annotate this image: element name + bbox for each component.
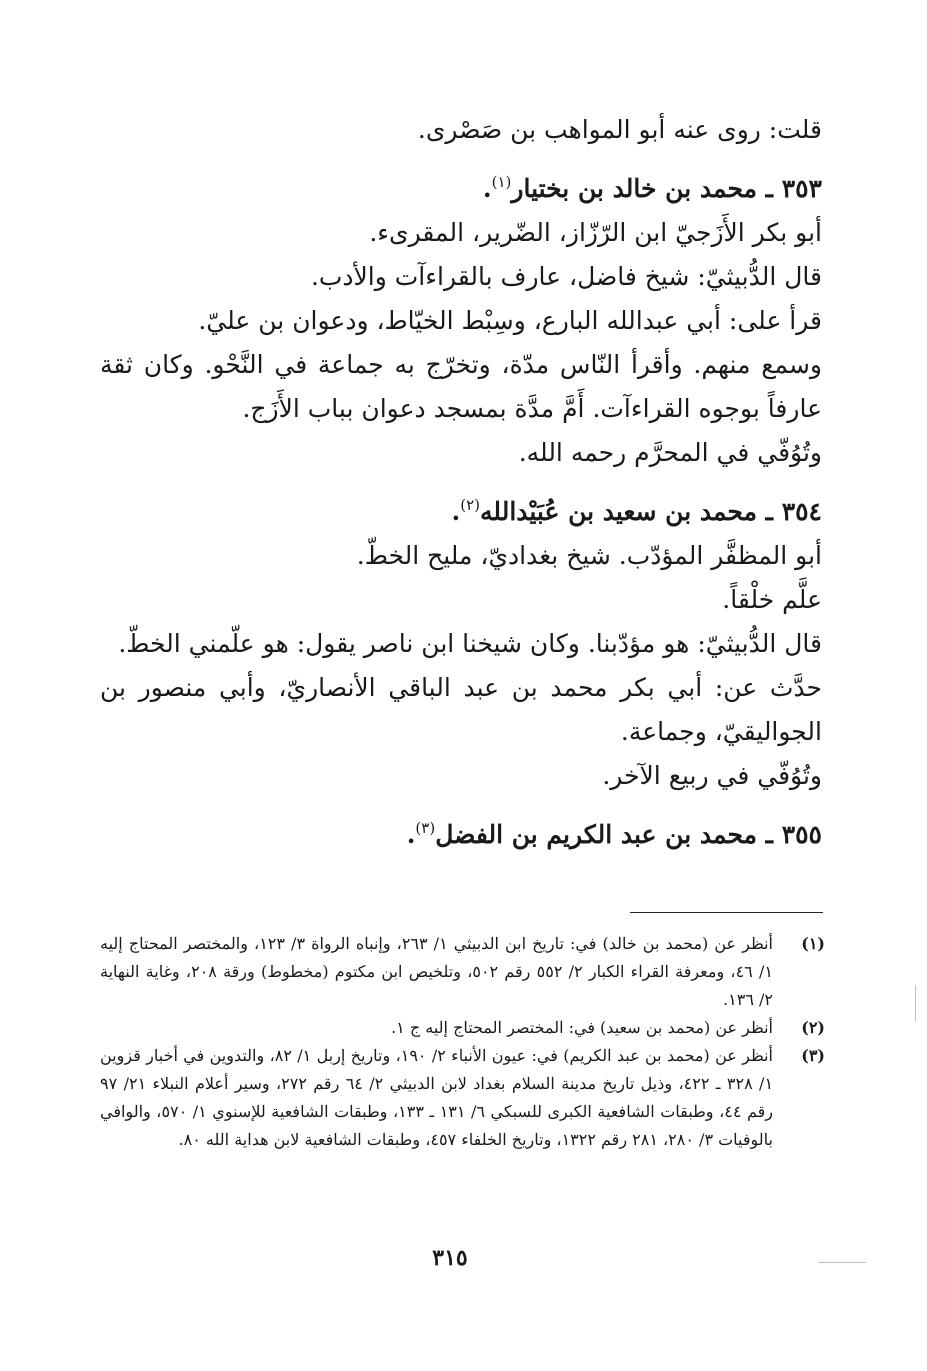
footnote-text: أنظر عن (محمد بن سعيد) في: المختصر المحتاج إليه ج ١. (391, 1018, 773, 1037)
scan-artifact (915, 985, 916, 1021)
entry-heading-354 (100, 483, 822, 534)
text-line: قال الدُّبيثيّ: شيخ فاضل، عارف بالقراءآت والأدب. (310, 262, 822, 291)
footnote-item (100, 930, 825, 1014)
heading-text: ٣٥٤ ـ محمد بن سعيد بن عُبَيْدالله (480, 497, 822, 526)
heading-tail: . (406, 820, 416, 849)
text-line: أبو المظفَّر المؤدّب. شيخ بغداديّ، مليح الخطّ. (356, 541, 822, 570)
footnote-item (100, 1042, 825, 1154)
entry-heading-353 (100, 160, 822, 211)
scan-artifact (818, 1262, 866, 1263)
footnote-text: أنظر عن (محمد بن عبد الكريم) في: عيون الأنباء ٢/ ١٩٠، وتاريخ إربل ١/ ٨٢، والتدوين في أخبار قزوين ١/ ٣٢٨ ـ ٤٢٢، وذيل تاريخ مدينة السلام بغداد لابن الدبيثي ٢/ ٦٤ رقم ٢٧٢، وسير أعلام النبلاء ٢١/ ٩٧ رقم ٤٤، وطبقات الشافعية الكبرى للسبكي ٦/ ١٣١ ـ ١٣٣، وطبقات الشافعية للإسنوي ١/ ٥٧٠، والوافي بالوفيات ٣/ ٢٨٠، ٢٨١ رقم ١٣٢٢، وتاريخ الخلفاء ٤٥٧، وطبقات الشافعية لابن هداية الله ٨٠. (100, 1046, 774, 1149)
footnote-number: (٣) (801, 1046, 825, 1065)
footnote-ref: (٣) (415, 819, 436, 837)
footnote-ref: (٢) (460, 496, 481, 514)
heading-tail: . (451, 497, 461, 526)
footnote-separator (630, 912, 823, 913)
footnote-number: (١) (801, 934, 825, 953)
footnote-text: أنظر عن (محمد بن خالد) في: تاريخ ابن الدبيثي ١/ ٢٦٣، وإنباه الرواة ٣/ ١٢٣، والمختصر المحتاج إليه ١/ ٤٦، ومعرفة القراء الكبار ٢/ ٥٥٢ رقم ٥٠٢، وتلخيص ابن مكتوم (مخطوط) ورقة ٢٠٨، وغاية النهاية ٢/ ١٣٦. (100, 934, 773, 1009)
heading-tail: . (482, 174, 492, 203)
main-text (100, 108, 822, 857)
text-line: وتُوُفّي في المحرَّم رحمه الله. (518, 438, 822, 467)
footnote-item (100, 1014, 825, 1042)
text-line: قلت: روى عنه أبو المواهب بن صَصْرى. (417, 115, 822, 144)
entry-heading-355 (100, 806, 822, 857)
heading-text: ٣٥٣ ـ محمد بن خالد بن بختيار (511, 174, 822, 203)
text-paragraph: وسمع منهم. وأقرأ النّاس مدّة، وتخرّج به جماعة في النَّحْو. وكان ثقة عارفاً بوجوه القراءآت. أَمَّ مدَّة بمسجد دعوان بباب الأَزَج. (100, 350, 822, 423)
heading-text: ٣٥٥ ـ محمد بن عبد الكريم بن الفضل (435, 820, 822, 849)
text-paragraph: قال الدُّبيثيّ: هو مؤدّبنا. وكان شيخنا ابن ناصر يقول: هو علّمني الخطّ. (118, 629, 822, 658)
text-line: وتُوُفّي في ربيع الآخر. (602, 761, 822, 790)
footnote-number: (٢) (801, 1018, 825, 1037)
page-number: ٣١٥ (432, 1245, 468, 1271)
text-line: أبو بكر الأَزَجيّ ابن الرّزّاز، الضّرير، المقرىء. (369, 218, 822, 247)
text-line: علَّم خلْقاً. (722, 585, 822, 614)
footnotes (100, 930, 825, 1154)
text-paragraph: حدَّث عن: أبي بكر محمد بن عبد الباقي الأنصاريّ، وأبي منصور بن الجواليقيّ، وجماعة. (100, 673, 822, 746)
text-line: قرأ على: أبي عبدالله البارع، وسِبْط الخيّاط، ودعوان بن عليّ. (198, 306, 822, 335)
footnote-ref: (١) (491, 173, 512, 191)
